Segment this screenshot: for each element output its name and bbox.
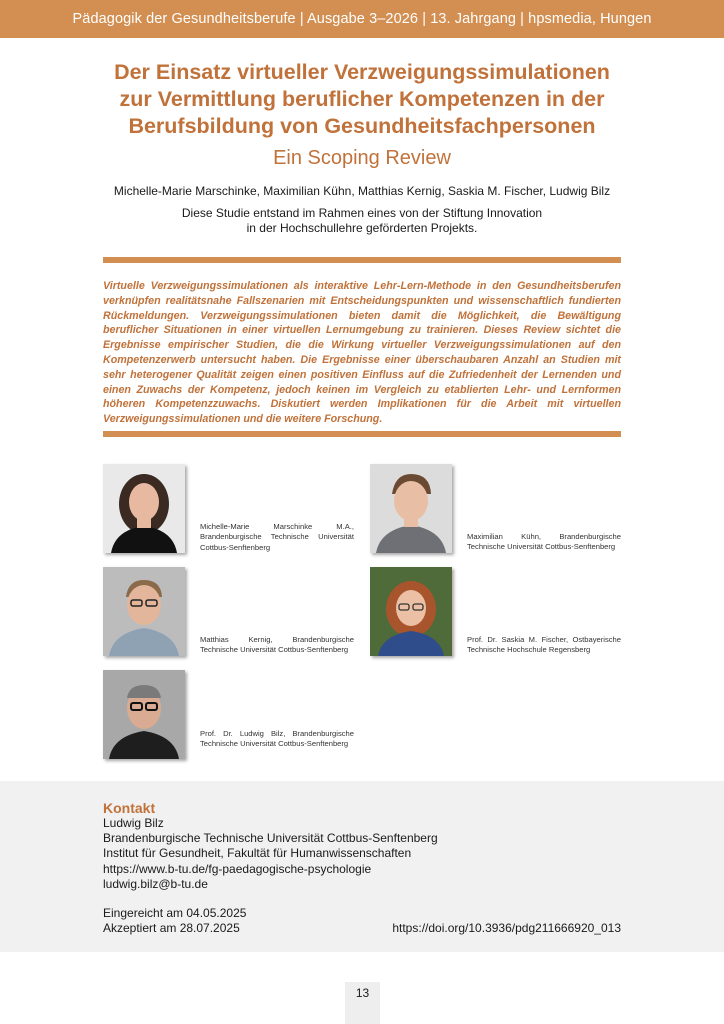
author-photo-fischer xyxy=(370,567,452,656)
running-header: Pädagogik der Gesundheitsberufe | Ausgabe 3–2026 | 13. Jahrgang | hpsmedia, Hungen xyxy=(0,0,724,38)
doi-link[interactable]: https://doi.org/10.3936/pdg211666920_013 xyxy=(392,921,621,935)
title-line: zur Vermittlung beruflicher Kompetenzen in der xyxy=(119,87,605,111)
contact-details xyxy=(103,816,583,892)
author-caption: Maximilian Kühn, Brandenburgische Technische Universität Cottbus-Senftenberg xyxy=(467,532,621,552)
author-caption: Prof. Dr. Saskia M. Fischer, Ostbayerische Technische Hochschule Regensberg xyxy=(467,635,621,655)
submitted-date: Eingereicht am 04.05.2025 xyxy=(103,906,247,920)
author-photo-bilz xyxy=(103,670,185,759)
contact-website-link[interactable]: https://www.b-tu.de/fg-paedagogische-psychologie xyxy=(103,861,372,876)
article-subtitle: Ein Scoping Review xyxy=(273,147,451,169)
contact-heading: Kontakt xyxy=(103,800,156,816)
funding-note xyxy=(150,206,574,236)
contact-email-link[interactable]: ludwig.bilz@b-tu.de xyxy=(103,876,208,891)
submission-dates xyxy=(103,906,246,936)
author-photo-marschinke xyxy=(103,464,185,553)
title-line: Der Einsatz virtueller Verzweigungssimulationen xyxy=(114,60,610,84)
divider-top xyxy=(103,257,621,263)
author-list: Michelle-Marie Marschinke, Maximilian Kühn, Matthias Kernig, Saskia M. Fischer, Ludwig Bilz xyxy=(113,184,611,198)
funding-line: Diese Studie entstand im Rahmen eines von der Stiftung Innovation xyxy=(181,206,543,220)
contact-university: Brandenburgische Technische Universität Cottbus-Senftenberg xyxy=(103,831,438,846)
abstract: Virtuelle Verzweigungssimulationen als interaktive Lehr-Lern-Methode in den Gesundheitsberufen verknüpfen realitätsnahe Fallszenarien mit Entscheidungspunkten und wissenschaftlich fundierten Rückmeldungen. Verzweigungssimulationen bieten damit die Möglichkeit, die Bewältigung beruflicher Situationen in einer virtuellen Lernumgebung zu trainieren. Dieses Review sichtet die Ergebnisse empirischer Studien, die die Wirkung virtueller Verzweigungssimulationen auf den Kompetenzerwerb untersucht haben. Die Ergebnisse einer überschaubaren Anzahl an Studien mit sehr heterogener Qualität zeigen einen positiven Einfluss auf die Zufriedenheit der Lernenden und einen Zuwachs der Kompetenz, jedoch keinen im Vergleich zu etablierten Lehr- und Lernformen höheren Kompetenzzuwachs. Diskutiert werden Implikationen für die Arbeit mit virtuellen Verzweigungssimulationen und die weitere Forschung. xyxy=(103,280,621,426)
contact-name: Ludwig Bilz xyxy=(103,816,164,830)
article-title xyxy=(90,59,634,140)
divider-bottom xyxy=(103,431,621,437)
author-photo-kernig xyxy=(103,567,185,656)
page-number: 13 xyxy=(345,982,380,1024)
author-caption: Prof. Dr. Ludwig Bilz, Brandenburgische Technische Universität Cottbus-Senftenberg xyxy=(200,729,354,749)
funding-line: in der Hochschullehre geförderten Projekts. xyxy=(246,221,478,235)
author-photo-kuehn xyxy=(370,464,452,553)
author-caption: Michelle-Marie Marschinke M.A., Brandenburgische Technische Universität Cottbus-Senftenberg xyxy=(200,522,354,552)
contact-institute: Institut für Gesundheit, Fakultät für Humanwissenschaften xyxy=(103,846,412,861)
author-caption: Matthias Kernig, Brandenburgische Technische Universität Cottbus-Senftenberg xyxy=(200,635,354,655)
title-line: Berufsbildung von Gesundheitsfachpersonen xyxy=(128,114,596,138)
accepted-date: Akzeptiert am 28.07.2025 xyxy=(103,921,240,936)
